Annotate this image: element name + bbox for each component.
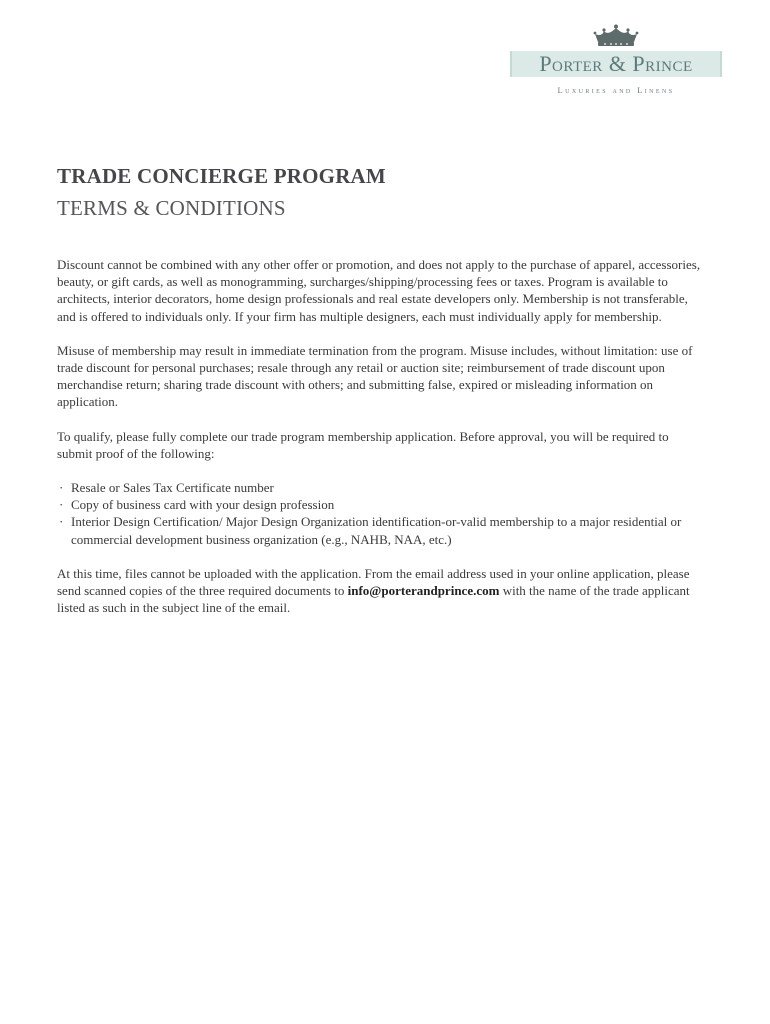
contact-email: info@porterandprince.com bbox=[347, 583, 500, 599]
list-item bbox=[57, 513, 707, 547]
paragraph-discount-terms: Discount cannot be combined with any other offer or promotion, and does not apply to the purchase of apparel, accessories, beauty, or gift cards, as well as monogramming, surcharges/shipping/processing fees or taxes. Program is available to architects, interior decorators, home design professionals and real estate developers only. Membership is not transferable, and is offered to individuals only. If your firm has multiple designers, each must individually apply for membership. bbox=[57, 257, 701, 324]
paragraph-submission bbox=[57, 565, 707, 617]
requirements-list bbox=[57, 479, 707, 548]
logo-band bbox=[510, 51, 722, 77]
terms-body bbox=[57, 256, 707, 633]
brand-tagline: Luxuries and Linens bbox=[557, 85, 675, 95]
list-item bbox=[57, 479, 707, 496]
brand-name: Porter & Prince bbox=[539, 51, 693, 76]
brand-logo bbox=[510, 24, 722, 95]
page-title: TRADE CONCIERGE PROGRAM bbox=[57, 164, 386, 188]
bullet-glyph: · bbox=[59, 514, 64, 530]
paragraph-qualify: To qualify, please fully complete our trade program membership application. Before approval, you will be required to submit proof of the following: bbox=[57, 428, 669, 461]
requirement-text: Interior Design Certification/ Major Design Organization identification-or-valid membership to a major residential or commercial development business organization (e.g., NAHB, NAA, etc.) bbox=[71, 514, 682, 547]
requirement-text: Resale or Sales Tax Certificate number bbox=[71, 480, 274, 496]
submission-text-before: At this time, files cannot be uploaded with the application. From the email address used in your online application, please send scanned copies of the three required documents to bbox=[57, 565, 690, 599]
list-item bbox=[57, 496, 707, 513]
requirement-text: Copy of business card with your design profession bbox=[71, 497, 335, 513]
paragraph-misuse: Misuse of membership may result in immediate termination from the program. Misuse includes, without limitation: use of trade discount for personal purchases; resale through any retail or auction site; reimbursement of trade discount upon merchandise return; sharing trade discount with others; and submitting false, expired or misleading information on application. bbox=[57, 342, 693, 410]
bullet-glyph: · bbox=[59, 497, 64, 513]
page-subtitle: TERMS & CONDITIONS bbox=[57, 196, 286, 220]
submission-text-after: with the name of the trade applicant listed as such in the subject line of the email. bbox=[57, 583, 690, 616]
bullet-glyph: · bbox=[59, 480, 64, 496]
crown-icon bbox=[590, 24, 642, 48]
